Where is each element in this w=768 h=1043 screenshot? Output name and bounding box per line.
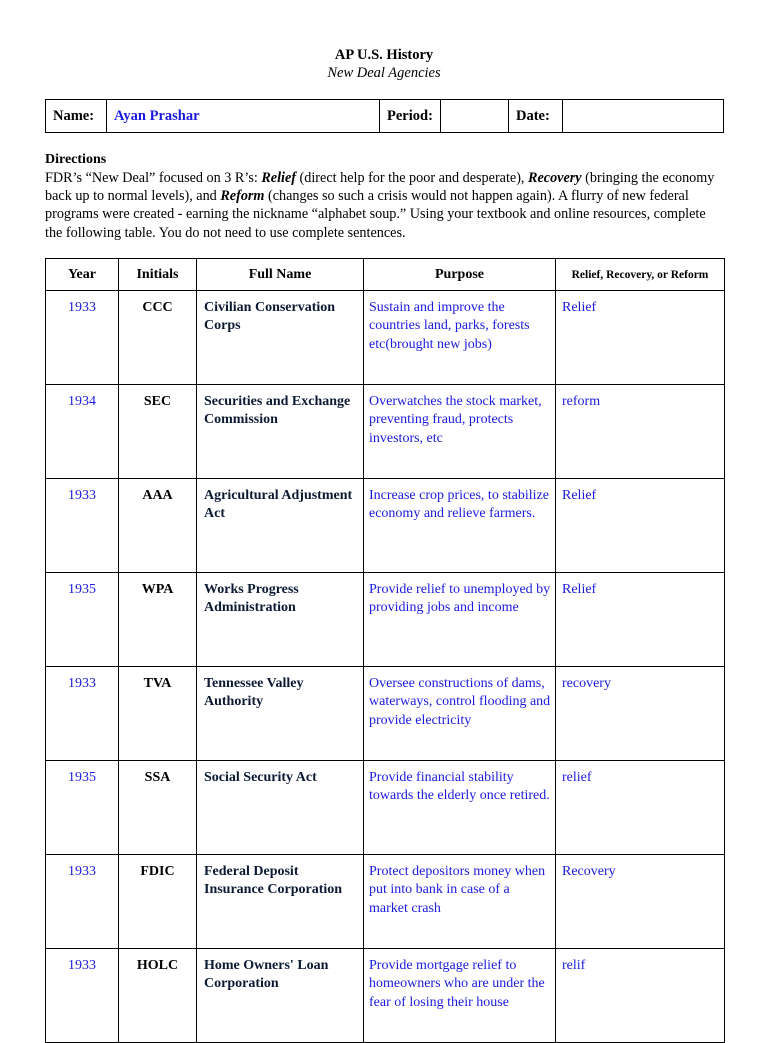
rrr-cell[interactable]: Relief (556, 479, 725, 573)
initials-cell[interactable]: CCC (119, 291, 197, 385)
table-row (46, 573, 725, 667)
purpose-cell[interactable]: Provide mortgage relief to homeowners who are under the fear of losing their house (364, 949, 556, 1043)
new-deal-agencies-table (45, 258, 725, 1043)
year-cell[interactable]: 1933 (46, 291, 119, 385)
table-row (46, 291, 725, 385)
full-name-cell[interactable]: Tennessee Valley Authority (197, 667, 364, 761)
year-cell[interactable]: 1935 (46, 573, 119, 667)
purpose-cell[interactable]: Protect depositors money when put into bank in case of a market crash (364, 855, 556, 949)
full-name-cell[interactable]: Home Owners' Loan Corporation (197, 949, 364, 1043)
purpose-cell[interactable]: Provide financial stability towards the elderly once retired. (364, 761, 556, 855)
initials-cell[interactable]: HOLC (119, 949, 197, 1043)
table-row (46, 479, 725, 573)
initials-cell[interactable]: SSA (119, 761, 197, 855)
rrr-cell[interactable]: reform (556, 385, 725, 479)
purpose-cell[interactable]: Overwatches the stock market, preventing fraud, protects investors, etc (364, 385, 556, 479)
year-cell[interactable]: 1934 (46, 385, 119, 479)
name-label: Name: (46, 100, 107, 133)
initials-cell[interactable]: TVA (119, 667, 197, 761)
header-year: Year (46, 259, 119, 291)
period-label: Period: (380, 100, 441, 133)
rrr-cell[interactable]: Relief (556, 573, 725, 667)
purpose-cell[interactable]: Oversee constructions of dams, waterways, control flooding and provide electricity (364, 667, 556, 761)
header-initials: Initials (119, 259, 197, 291)
student-info-table (45, 99, 724, 133)
year-cell[interactable]: 1933 (46, 855, 119, 949)
date-field[interactable] (563, 100, 724, 133)
table-row (46, 949, 725, 1043)
header-full-name: Full Name (197, 259, 364, 291)
year-cell[interactable]: 1933 (46, 949, 119, 1043)
rrr-cell[interactable]: Recovery (556, 855, 725, 949)
table-row (46, 855, 725, 949)
full-name-cell[interactable]: Agricultural Adjustment Act (197, 479, 364, 573)
year-cell[interactable]: 1935 (46, 761, 119, 855)
year-cell[interactable]: 1933 (46, 479, 119, 573)
initials-cell[interactable]: AAA (119, 479, 197, 573)
initials-cell[interactable]: FDIC (119, 855, 197, 949)
table-row (46, 385, 725, 479)
table-row (46, 667, 725, 761)
header-purpose: Purpose (364, 259, 556, 291)
table-row (46, 761, 725, 855)
initials-cell[interactable]: SEC (119, 385, 197, 479)
date-label: Date: (509, 100, 563, 133)
rrr-cell[interactable]: recovery (556, 667, 725, 761)
document-title: AP U.S. History (334, 47, 434, 63)
header-relief-recovery-reform: Relief, Recovery, or Reform (556, 259, 725, 291)
purpose-cell[interactable]: Sustain and improve the countries land, parks, forests etc(brought new jobs) (364, 291, 556, 385)
name-field[interactable]: Ayan Prashar (107, 100, 380, 133)
full-name-cell[interactable]: Civilian Conservation Corps (197, 291, 364, 385)
full-name-cell[interactable]: Works Progress Administration (197, 573, 364, 667)
directions-text: FDR’s “New Deal” focused on 3 R’s: Relief (direct help for the poor and desperate), Recovery (bringing the economy back up to normal levels), and Reform (changes so such a crisis would not happen again). A flurry of new federal programs were created - earning the nickname “alphabet soup.” Using your textbook and online resources, complete the following table. You do not need to use complete sentences. (45, 170, 715, 241)
document-subtitle: New Deal Agencies (327, 65, 441, 81)
initials-cell[interactable]: WPA (119, 573, 197, 667)
rrr-cell[interactable]: Relief (556, 291, 725, 385)
full-name-cell[interactable]: Federal Deposit Insurance Corporation (197, 855, 364, 949)
rrr-cell[interactable]: relif (556, 949, 725, 1043)
full-name-cell[interactable]: Securities and Exchange Commission (197, 385, 364, 479)
full-name-cell[interactable]: Social Security Act (197, 761, 364, 855)
year-cell[interactable]: 1933 (46, 667, 119, 761)
purpose-cell[interactable]: Increase crop prices, to stabilize economy and relieve farmers. (364, 479, 556, 573)
purpose-cell[interactable]: Provide relief to unemployed by providing jobs and income (364, 573, 556, 667)
period-field[interactable] (441, 100, 509, 133)
rrr-cell[interactable]: relief (556, 761, 725, 855)
table-header-row (46, 259, 725, 291)
directions-heading: Directions (45, 152, 107, 167)
